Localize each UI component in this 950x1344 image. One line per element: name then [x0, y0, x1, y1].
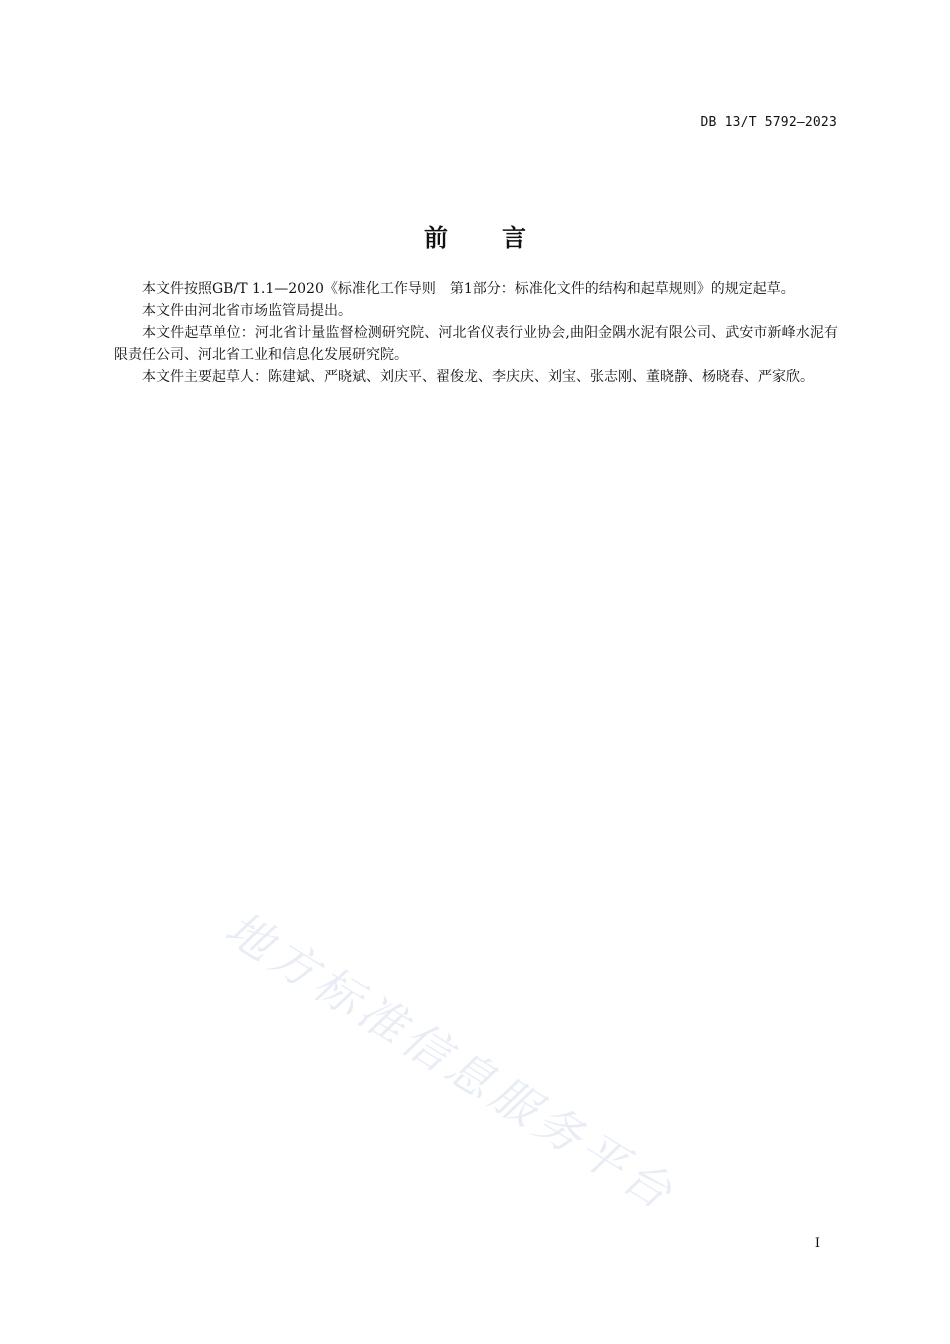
page-number: I: [814, 1236, 820, 1251]
paragraph-drafting-units: 本文件起草单位：河北省计量监督检测研究院、河北省仪表行业协会,曲阳金隅水泥有限公司、武安市新峰水泥有限责任公司、河北省工业和信息化发展研究院。: [114, 325, 838, 363]
watermark: 地方标准信息服务平台: [216, 900, 686, 1222]
title-char-1: 前: [424, 224, 448, 252]
paragraph-drafting-rules: 本文件按照GB/T 1.1—2020《标准化工作导则 第1部分：标准化文件的结构和起草规则》的规定起草。: [142, 281, 795, 297]
page-title: [0, 218, 950, 253]
foreword-body: [114, 278, 838, 388]
paragraph-proposer: 本文件由河北省市场监管局提出。: [142, 303, 352, 319]
paragraph-main-drafters: 本文件主要起草人：陈建斌、严晓斌、刘庆平、翟俊龙、李庆庆、刘宝、张志刚、董晓静、杨晓春、严家欣。: [142, 369, 814, 385]
title-char-2: 言: [502, 224, 526, 252]
standard-number: DB 13/T 5792—2023: [700, 115, 837, 130]
